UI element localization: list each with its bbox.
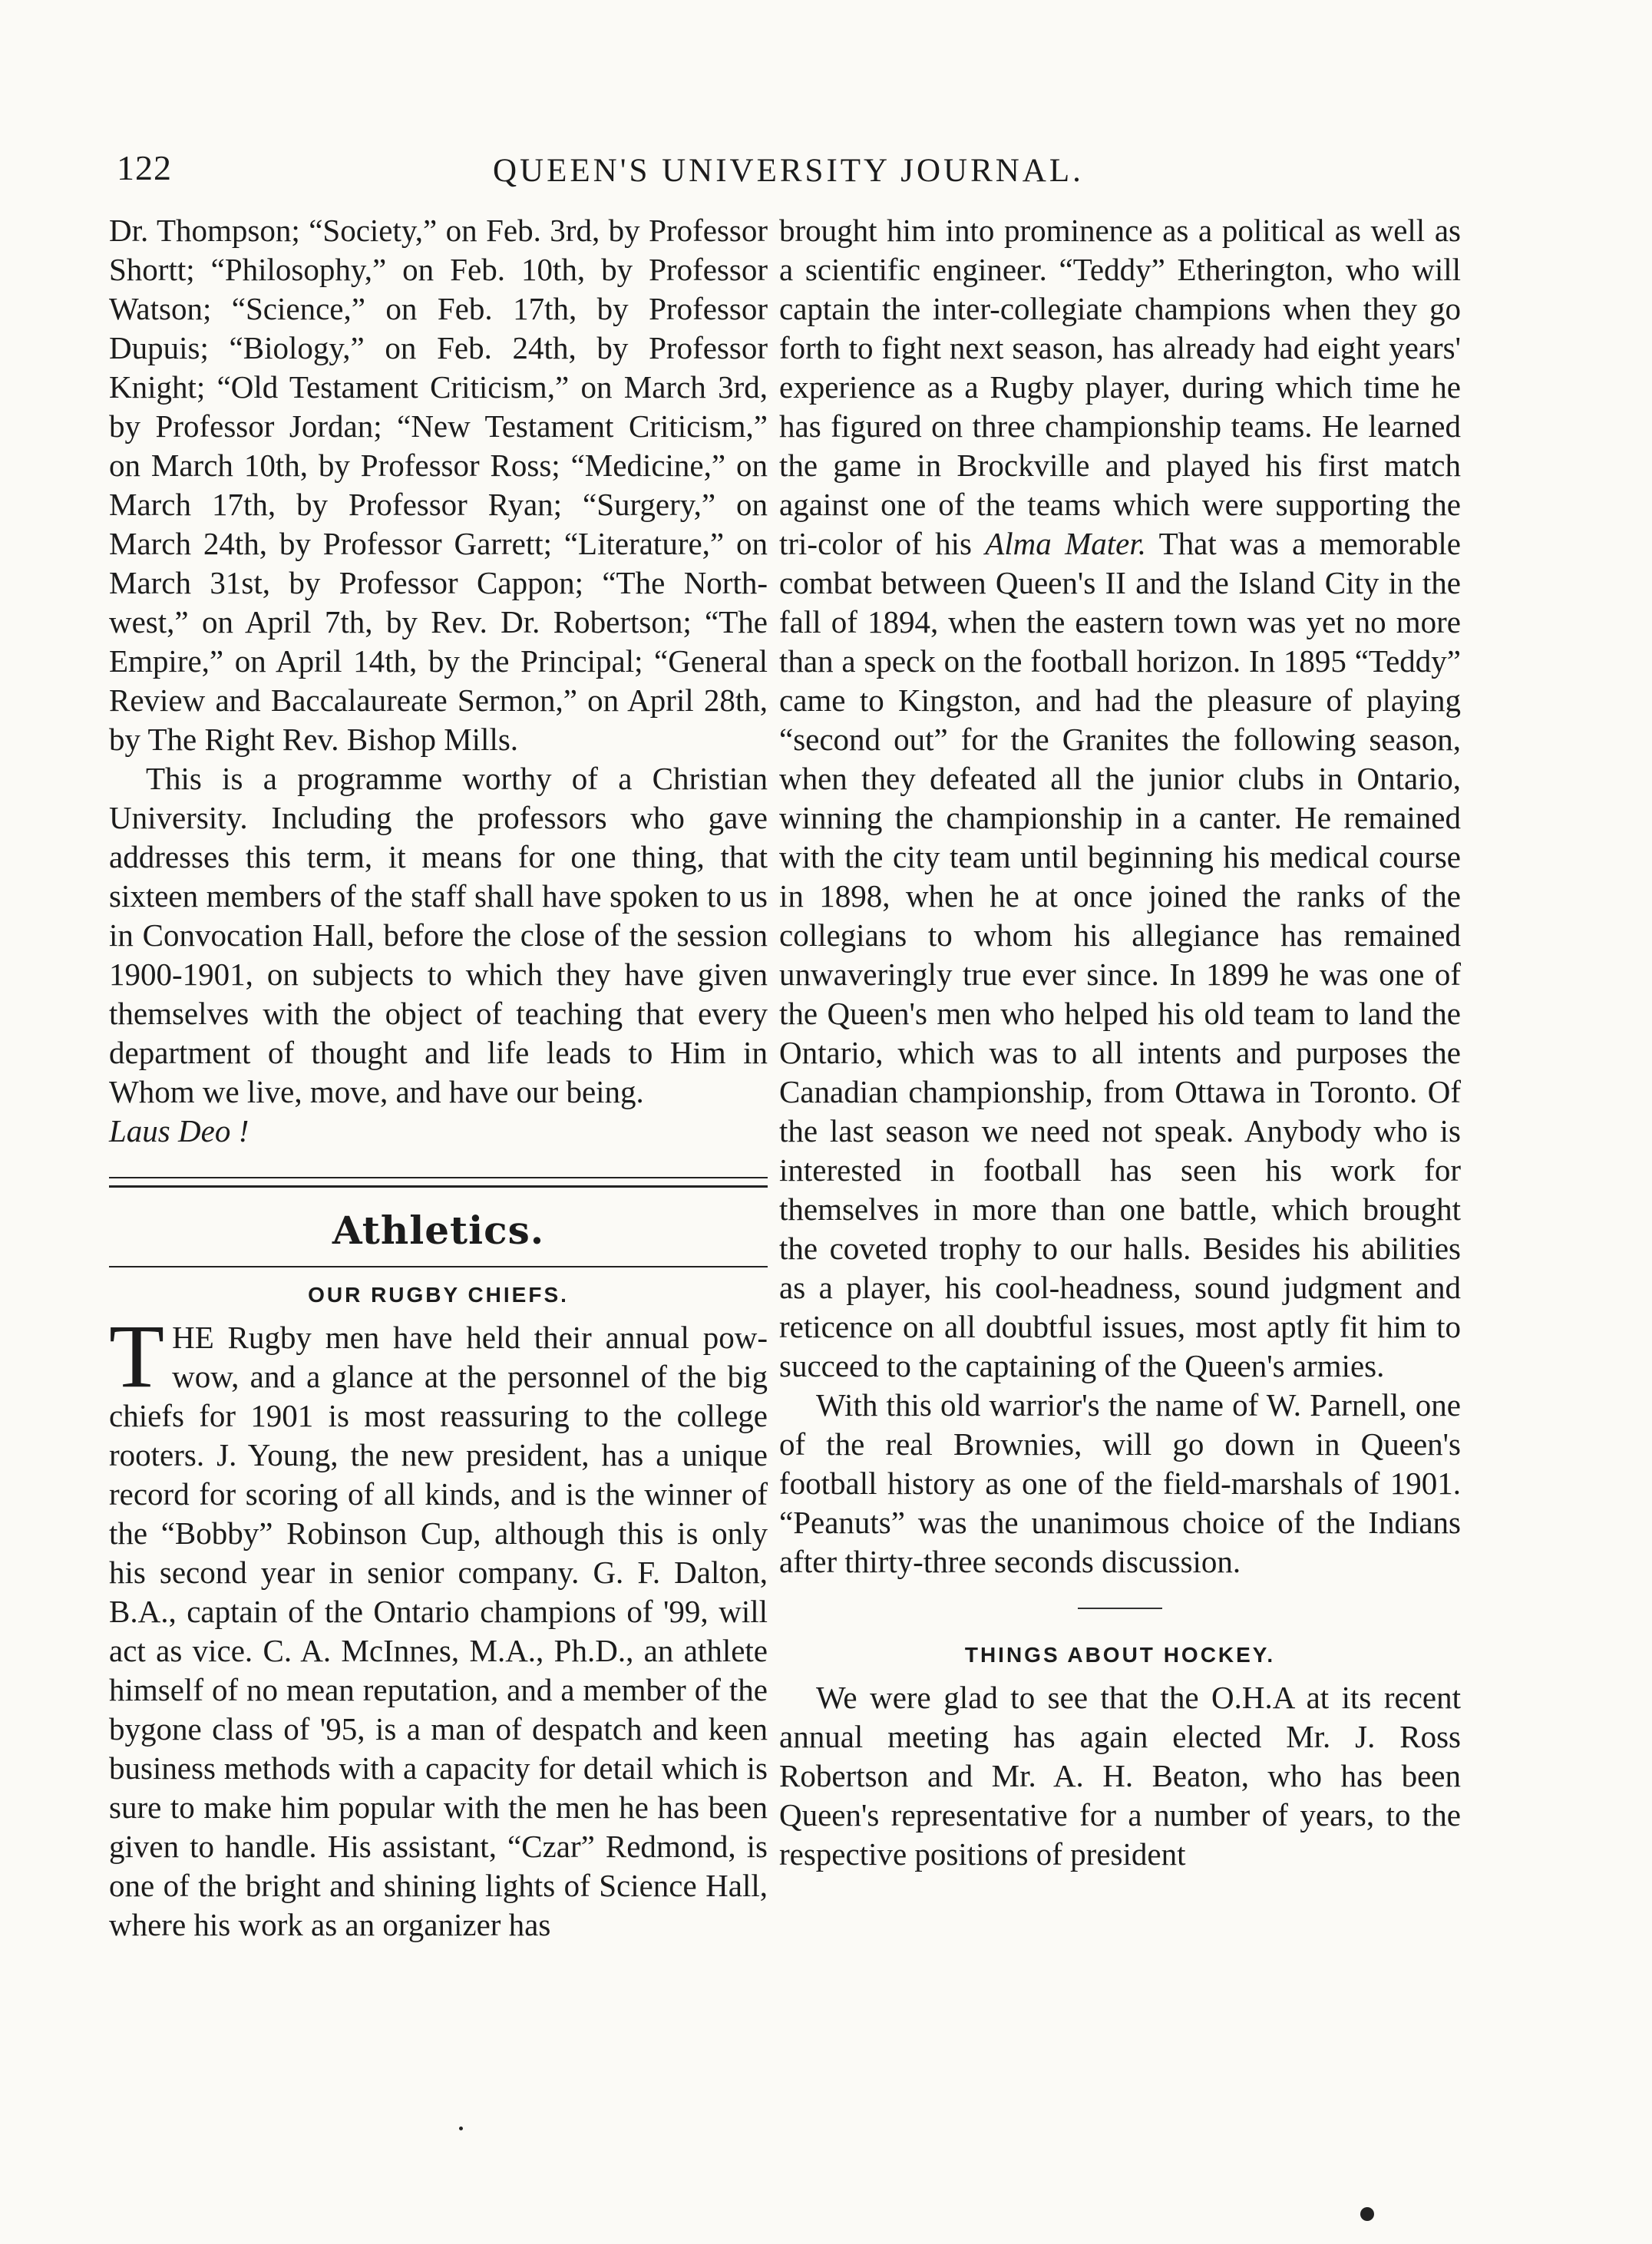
alma-mater-italic: Alma Mater. [985,526,1147,561]
ink-speck [1360,2207,1374,2221]
etherington-paragraph [779,211,1461,1386]
article-title-hockey: THINGS ABOUT HOCKEY. [964,1643,1276,1667]
rugby-article-text: HE Rugby men have held their annual pow-wow, and a glance at the personnel of the big chiefs for 1901 is most reassuring to the college rooters. J. Young, the new president, has a unique record for scoring of all kinds, and is the winner of the “Bobby” Robinson Cup, although this is only his second year in senior company. G. F. Dalton, B.A., captain of the Ontario champions of '99, will act as vice. C. A. McInnes, M.A., Ph.D., an athlete himself of no mean reputation, and a member of the bygone class of '95, is a man of despatch and keen business methods with a capacity for detail which is sure to make him popular with the men he has been given to handle. His assistant, “Czar” Redmond, is one of the bright and shining lights of Science Hall, where his work as an organizer has [109,1320,768,1942]
ink-speck [459,2127,463,2130]
page-number: 122 [117,148,172,187]
page-header [117,147,1491,193]
running-head: QUEEN'S UNIVERSITY JOURNAL. [493,153,1084,189]
article-title-rugby: OUR RUGBY CHIEFS. [308,1283,569,1307]
hockey-paragraph: We were glad to see that the O.H.A at its recent annual meeting has again elected Mr. J. Ross Robertson and Mr. A. H. Beaton, who has been Queen's representative for a number of years, to the respective positions of president [779,1680,1461,1872]
section-heading-athletics: Athletics. [332,1208,545,1253]
left-column [109,211,768,1945]
drop-cap: T [109,1306,165,1406]
rugby-article-paragraph [109,1306,768,1945]
etherington-text-b: That was a memorable combat between Queen's II and the Island City in the fall of 1894, when the eastern town was yet no more than a speck on the football horizon. In 1895 “Teddy” came to Kingston, and had the pleasure of playing “second out” for the Granites the following season, when they defeated all the junior clubs in Ontario, winning the championship in a canter. He remained with the city team until beginning his medical course in 1898, when he at once joined the ranks of the collegians to whom his allegiance has remained unwaveringly true ever since. In 1899 he was one of the Queen's men who helped his old team to land the Ontario, which was to all intents and purposes the Canadian championship, from Ottawa in Toronto. Of the last season we need not speak. Anybody who is interested in football has seen his work for themselves in more than one battle, which brought the coveted trophy to our halls. Besides his abilities as a player, his cool-headness, sound judgment and reticence on all doubtful issues, most aptly fit him to succeed to the captaining of the Queen's armies. [779,526,1461,1383]
section-divider [109,1177,768,1188]
etherington-text-a: brought him into prominence as a political as well as a scientific engineer. “Teddy” Etherington, who will captain the inter-collegiate champions when they go forth to fight next season, has already had eight years' experience as a Rugby player, during which time he has figured on three championship teams. He learned the game in Brockville and played his first match against one of the teams which were supporting the tri-color of his [779,213,1461,561]
lecture-list-paragraph: Dr. Thompson; “Society,” on Feb. 3rd, by Professor Shortt; “Philosophy,” on Feb. 10th, by Professor Watson; “Science,” on Feb. 17th, by Professor Dupuis; “Biology,” on Feb. 24th, by Professor Knight; “Old Testament Criticism,” on March 3rd, by Professor Jordan; “New Testament Criticism,” on March 10th, by Professor Ross; “Medicine,” on March 17th, by Professor Ryan; “Surgery,” on March 24th, by Professor Garrett; “Literature,” on March 31st, by Professor Cappon; “The North-west,” on April 7th, by Rev. Dr. Robertson; “The Empire,” on April 14th, by the Principal; “General Review and Baccalaureate Sermon,” on April 28th, by The Right Rev. Bishop Mills. [109,213,768,757]
closing-phrase: Laus Deo ! [109,1113,249,1148]
heading-rule [109,1266,768,1267]
programme-paragraph: This is a programme worthy of a Christian University. Including the professors who gave addresses this term, it means for one thing, that sixteen members of the staff shall have spoken to us in Convocation Hall, before the close of the session 1900-1901, on subjects to which they have given themselves with the object of teaching that every department of thought and life leads to Him in Whom we live, move, and have our being. [109,761,768,1109]
parnell-paragraph: With this old warrior's the name of W. Parnell, one of the real Brownies, will go down in Queen's football history as one of the field-marshals of 1901. “Peanuts” was the unanimous choice of the Indians after thirty-three seconds discussion. [779,1387,1461,1579]
right-column [779,211,1461,1874]
short-divider [1078,1608,1162,1609]
